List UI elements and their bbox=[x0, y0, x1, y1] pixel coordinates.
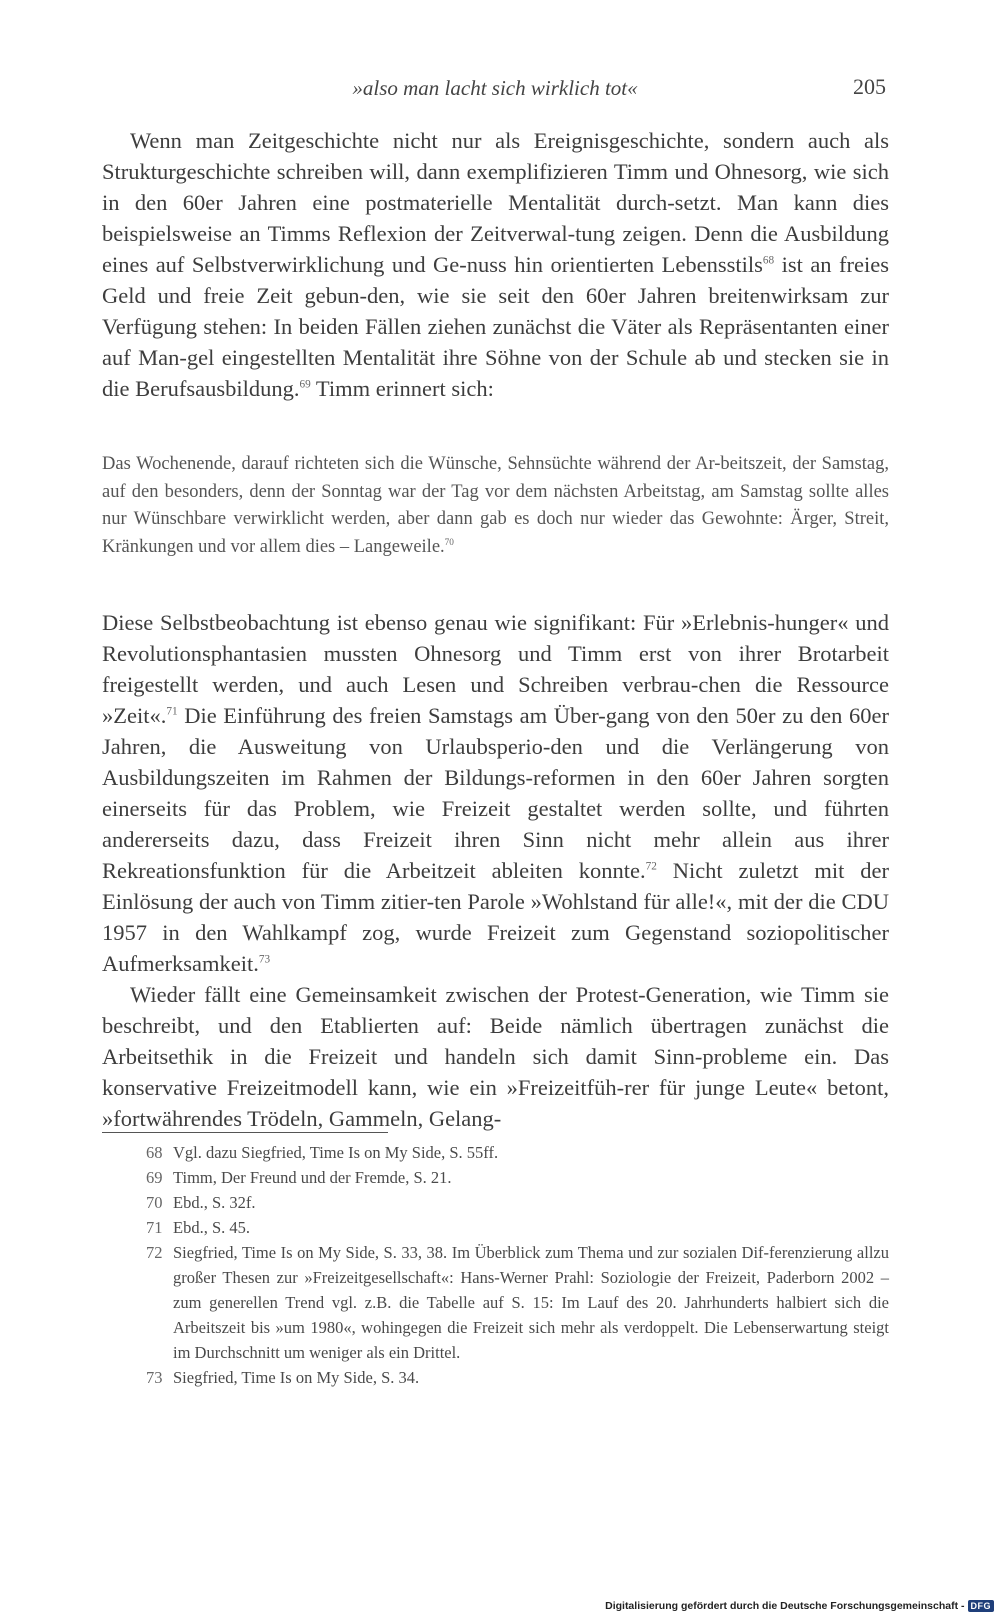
footnote-ref-71[interactable]: 71 bbox=[166, 705, 178, 718]
footnote-number: 72 bbox=[146, 1243, 163, 1262]
dfg-logo: DFG bbox=[968, 1600, 995, 1612]
footnote-ref-73[interactable]: 73 bbox=[258, 953, 271, 966]
footnote-ref-70[interactable]: 70 bbox=[444, 537, 454, 548]
footnote-number: 73 bbox=[146, 1368, 163, 1387]
body-paragraph-1 bbox=[102, 125, 889, 404]
footnote bbox=[102, 1215, 889, 1240]
quote-text: Das Wochenende, darauf richteten sich die Wünsche, Sehnsüchte während der Ar-beitszeit, der Samstag, auf den besonders, denn der Sonntag war der Tag vor dem nächsten Arbeitstag, am Samstag sollte alles nur Wünschbare verwirklicht werden, aber dann gab es doch nur wieder das Gewohnte: Ärger, Streit, Kränkungen und vor allem dies – Langeweile. bbox=[102, 454, 889, 557]
footnote-number: 70 bbox=[146, 1193, 163, 1212]
paragraph-text: Die Einführung des freien Samstags am Über-gang von den 50er zu den 60er Jahren, die Ausweitung von Urlaubsperio-den und die Verlängerung von Ausbildungszeiten im Rahmen der Bildungs-reformen in den 60er Jahren sorgten einerseits für das Problem, wie Freizeit gestaltet werden sollte, und führten andererseits dazu, dass Freizeit ihren Sinn nicht mehr allein aus ihrer Rekreationsfunktion für die Arbeitzeit ableiten konnte. bbox=[102, 703, 889, 883]
footnote-number: 71 bbox=[146, 1218, 163, 1237]
paragraph-text: Diese Selbstbeobachtung ist ebenso genau wie signifikant: Für »Erlebnis-hunger« und Revolutionsphantasien mussten Ohnesorg und Timm erst von ihrer Brotarbeit freigestellt werden, und auch Lesen und Schreiben verbrau-chen die Ressource »Zeit«. bbox=[102, 610, 889, 728]
footnotes bbox=[102, 1140, 889, 1390]
footnote-separator bbox=[102, 1132, 388, 1133]
page-number: 205 bbox=[853, 74, 886, 99]
footnote-text: Ebd., S. 45. bbox=[173, 1218, 251, 1237]
digitization-credit bbox=[605, 1600, 994, 1612]
paragraph-text: Wenn man Zeitgeschichte nicht nur als Ereignisgeschichte, sondern auch als Strukturgeschichte schreiben will, dann exemplifizieren Timm und Ohnesorg, wie sich in den 60er Jahren eine postmaterielle Mentalität durch-setzt. Man kann dies beispielsweise an Timms Reflexion der Zeitverwal-tung zeigen. Denn die Ausbildung eines auf Selbstverwirklichung und Ge-nuss hin orientierten Lebensstils bbox=[102, 128, 889, 277]
footnote-ref-69[interactable]: 69 bbox=[299, 378, 311, 391]
footnote-ref-72[interactable]: 72 bbox=[645, 860, 657, 873]
block-quote bbox=[102, 451, 889, 561]
footnote bbox=[102, 1190, 889, 1215]
paragraph-text: ist an freies Geld und freie Zeit gebun-den, wie sie seit den 60er Jahren breitenwirksam zur Verfügung stehen: In beiden Fällen ziehen zunächst die Väter als Repräsentanten einer auf Man-gel eingestellten Mentalität ihre Söhne von der Schule ab und stecken sie in die Berufsausbildung. bbox=[102, 252, 889, 401]
running-title: »also man lacht sich wirklich tot« bbox=[352, 76, 638, 100]
footnote-text: Ebd., S. 32f. bbox=[173, 1193, 256, 1212]
digitization-text: Digitalisierung gefördert durch die Deutsche Forschungsgemeinschaft - bbox=[605, 1600, 965, 1612]
footnote bbox=[102, 1165, 889, 1190]
footnote-number: 69 bbox=[146, 1168, 163, 1187]
footnote-text: Siegfried, Time Is on My Side, S. 34. bbox=[173, 1368, 420, 1387]
paragraph-text: Nicht zuletzt mit der Einlösung der auch von Timm zitier-ten Parole »Wohlstand für alle!«, mit der die CDU 1957 in den Wahlkampf zog, wurde Freizeit zum Gegenstand soziopolitischer Aufmerksamkeit. bbox=[102, 858, 889, 976]
footnote-text: Timm, Der Freund und der Fremde, S. 21. bbox=[173, 1168, 452, 1187]
footnote bbox=[102, 1240, 889, 1365]
footnote bbox=[102, 1140, 889, 1165]
footnote-text: Vgl. dazu Siegfried, Time Is on My Side, S. 55ff. bbox=[173, 1143, 499, 1162]
paragraph-text: Wieder fällt eine Gemeinsamkeit zwischen der Protest-Generation, wie Timm sie beschreibt, und den Etablierten auf: Beide nämlich übertragen zunächst die Arbeitsethik in die Freizeit und handeln sich damit Sinn-probleme ein. Das konservative Freizeitmodell kann, wie ein »Freizeitfüh-rer für junge Leute« betont, »fortwährendes Trödeln, Gammeln, Gelang- bbox=[102, 982, 889, 1131]
footnote-ref-68[interactable]: 68 bbox=[762, 254, 775, 267]
footnote bbox=[102, 1365, 889, 1390]
footnote-text: Siegfried, Time Is on My Side, S. 33, 38. Im Überblick zum Thema und zur sozialen Dif-ferenzierung allzu großer Thesen zur »Freizeitgesellschaft«: Hans-Werner Prahl: Soziologie der Freizeit, Paderborn 2002 – zum generellen Trend vgl. z.B. die Tabelle auf S. 15: Im Lauf des 20. Jahrhunderts halbiert sich die Arbeitszeit bis »um 1980«, wohingegen die Freizeit sich mehr als verdoppelt. Die Lebenserwartung steigt im Durchschnitt um weniger als ein Drittel. bbox=[173, 1243, 889, 1362]
body-paragraph-2 bbox=[102, 607, 889, 1134]
paragraph-text: Timm erinnert sich: bbox=[310, 376, 494, 401]
footnote-number: 68 bbox=[146, 1143, 163, 1162]
